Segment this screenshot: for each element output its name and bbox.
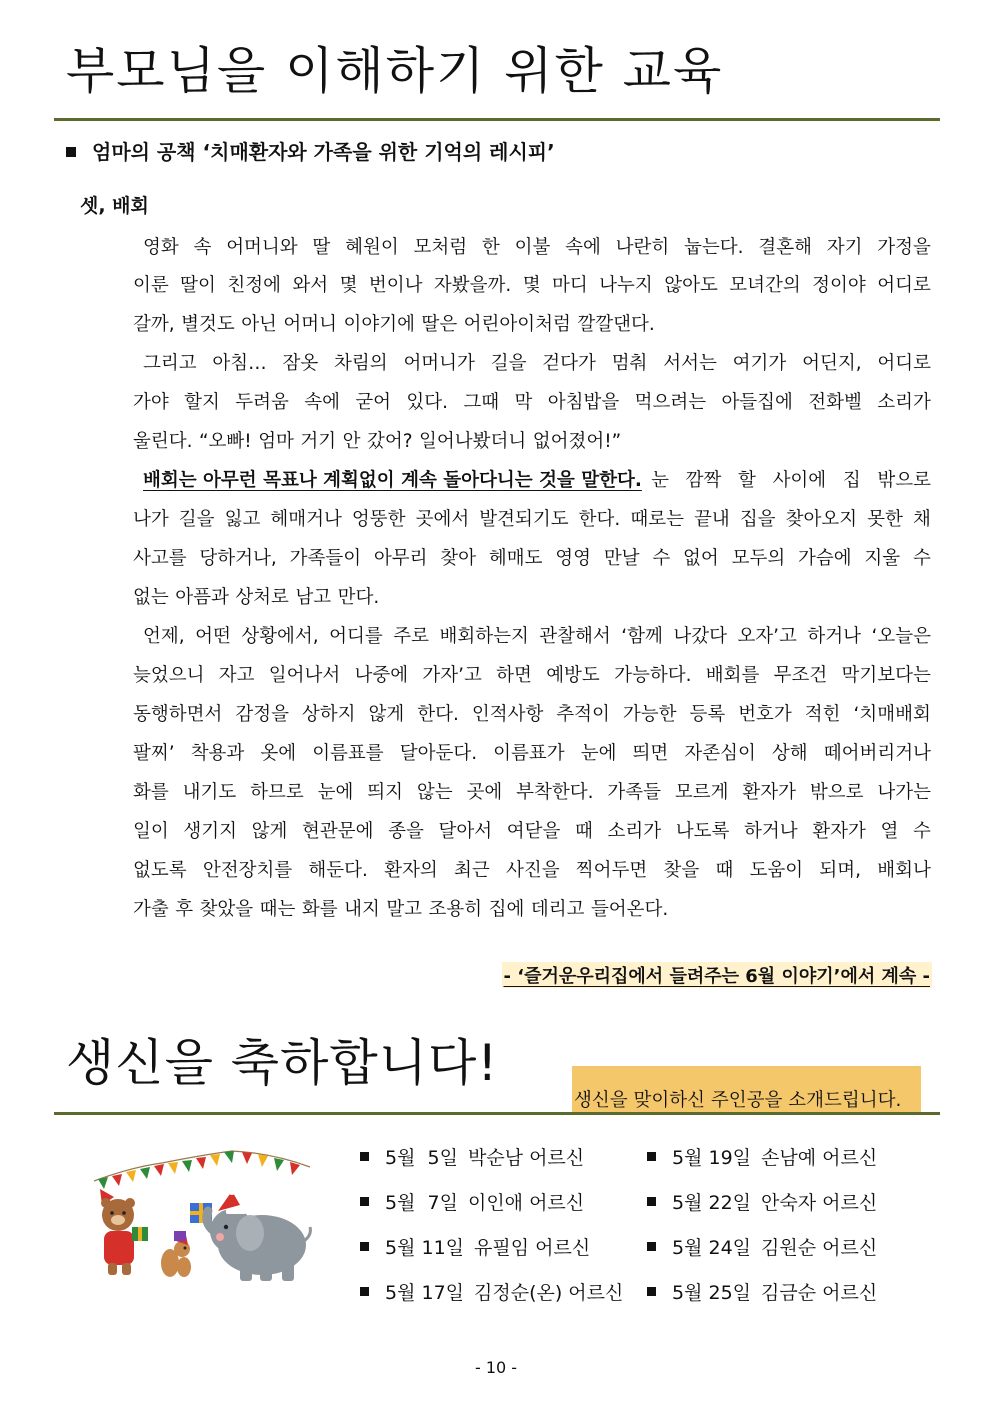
word: 관찰해서 [539, 626, 611, 647]
word: 종을 [388, 821, 424, 842]
section-title-text: 엄마의 공책 ‘치매환자와 가족을 위한 기억의 레시피’ [92, 140, 555, 164]
word: 모두의 [731, 548, 786, 569]
body-line [133, 546, 931, 572]
word: 먹으려는 [634, 392, 707, 413]
word: 길을 [490, 353, 527, 374]
birthday-name: 박순남 어르신 [467, 1147, 585, 1169]
body-line [133, 780, 931, 806]
word: 이야기에 [343, 314, 415, 335]
word: 눕는다. [684, 237, 744, 258]
word: 말고 [386, 899, 423, 920]
word: 이불 [514, 237, 551, 258]
word: 찾을 [663, 860, 700, 881]
word: 막기보다는 [841, 665, 931, 686]
page-number: - 10 - [474, 1358, 518, 1377]
word: 발견되기도 [479, 509, 569, 530]
word: 자기 [826, 237, 863, 258]
body-line [133, 702, 931, 728]
word: 어떤 [195, 626, 231, 647]
word: 가능한 [622, 704, 677, 725]
birthday-name: 이인애 어르신 [467, 1192, 585, 1214]
body-line [133, 429, 931, 455]
word: 그때 [463, 392, 500, 413]
word: 환자가 [812, 821, 866, 842]
word: 일어나서 [268, 665, 341, 686]
word: 하거나 [807, 626, 862, 647]
word: 그리고 [143, 353, 197, 374]
word: 곳에 [466, 782, 503, 803]
body-line [143, 624, 931, 650]
birthday-name: 유필임 어르신 [474, 1237, 591, 1259]
emphasis-text: 배회는 아무런 목표나 계획없이 계속 돌아다니는 것을 말한다. [143, 470, 642, 491]
word: 울린다. [133, 431, 193, 452]
word: 찍어두면 [575, 860, 648, 881]
word: 이룬 [133, 275, 169, 296]
word: 번호가 [738, 704, 792, 725]
body-line [133, 741, 931, 767]
word: 깜짝 [685, 470, 722, 491]
word: 눈에 [580, 743, 617, 764]
word: 되며, [819, 860, 862, 881]
word: 주로 [393, 626, 429, 647]
word: 당하거나, [199, 548, 277, 569]
word: 언제, [143, 626, 185, 647]
party-illustration-icon [92, 1145, 314, 1290]
word: 차림의 [334, 353, 388, 374]
word: 속 [193, 237, 212, 258]
word: 나갔다 [673, 626, 727, 647]
word: 아닌 [241, 314, 277, 335]
word: 아픔과 [175, 587, 229, 608]
title-rule [54, 118, 940, 121]
word: 어린아이처럼 [463, 314, 571, 335]
birthday-name: 손남예 어르신 [761, 1147, 878, 1169]
word: 나란히 [615, 237, 670, 258]
word: 상하지 [301, 704, 356, 725]
word: 있다. [406, 392, 449, 413]
word: 막 [514, 392, 533, 413]
body-line [133, 585, 931, 611]
birthday-date: 5월 22일 [672, 1192, 752, 1214]
word: 눈 [651, 470, 670, 491]
word: 추적이 [556, 704, 610, 725]
word: 어디로 [877, 353, 931, 374]
word: 멈춰 [611, 353, 648, 374]
word: 밖으로 [809, 782, 864, 803]
word: 어디로 [877, 275, 931, 296]
word: 자고 [218, 665, 255, 686]
body-line [133, 390, 931, 416]
word: 가능하다. [614, 665, 692, 686]
word: 모녀간의 [729, 275, 801, 296]
word: 때로는 [630, 509, 684, 530]
word: 혜원이 [345, 237, 399, 258]
word: 나중에 [354, 665, 409, 686]
word: 딸 [312, 237, 331, 258]
birthday-item [647, 1143, 877, 1170]
word: 안 [342, 431, 361, 452]
word: 때 [715, 860, 734, 881]
birthday-item [647, 1278, 877, 1305]
word: 헤매도 [488, 548, 543, 569]
word: 헤매거나 [270, 509, 342, 530]
word: 상처로 [235, 587, 289, 608]
word: 남고 [295, 587, 332, 608]
word: 딸은 [421, 314, 458, 335]
word: 환자가 [742, 782, 796, 803]
word: 찾았을 [199, 899, 254, 920]
word: 전화벨 [808, 392, 862, 413]
square-bullet-icon [360, 1152, 369, 1161]
word: ‘오늘은 [871, 626, 931, 647]
word: 배회나 [877, 860, 931, 881]
birthday-intro: 생신을 맞이하신 주인공을 소개드립니다. [572, 1066, 921, 1112]
birthday-name: 김금순 어르신 [761, 1282, 878, 1304]
birthday-name: 김원순 어르신 [761, 1237, 878, 1259]
square-bullet-icon [360, 1197, 369, 1206]
word: 데리고 [530, 899, 585, 920]
word: 여닫을 [506, 821, 561, 842]
body-line-rest [651, 468, 931, 494]
body-line [133, 663, 931, 689]
word: 하므로 [250, 782, 304, 803]
word: 엉뚱한 [351, 509, 406, 530]
word: 없어졌어!” [532, 431, 622, 452]
word: 내지 [344, 899, 380, 920]
word: 화를 [301, 899, 338, 920]
word: 해둔다. [308, 860, 368, 881]
body-line [133, 507, 931, 533]
word: 마디 [552, 275, 588, 296]
word: 어머니가 [403, 353, 475, 374]
word: 아침밥을 [547, 392, 620, 413]
body-line [133, 858, 931, 884]
word: 사진을 [505, 860, 560, 881]
word: “오빠! [198, 431, 252, 452]
word: 가슴에 [798, 548, 852, 569]
birthday-date: 5월 5일 [385, 1147, 458, 1169]
word: 눈에 [317, 782, 354, 803]
word: 최근 [453, 860, 490, 881]
birthday-title: 생신을 축하합니다! [66, 1034, 499, 1092]
word: 조용히 [428, 899, 483, 920]
word: 갔어? [366, 431, 413, 452]
page-title: 부모님을 이해하기 위한 교육 [66, 42, 724, 100]
word: 가자’고 [422, 665, 482, 686]
word: 동행하면서 [133, 704, 223, 725]
word: 않는 [416, 782, 453, 803]
word: 엄마 [258, 431, 294, 452]
birthday-date: 5월 24일 [672, 1237, 752, 1259]
body-line [133, 819, 931, 845]
word: 없는 [133, 587, 169, 608]
square-bullet-icon [647, 1152, 656, 1161]
word: 영화 [143, 237, 179, 258]
word: 가출 [133, 899, 169, 920]
word: 인적사항 [471, 704, 544, 725]
word: 갈까, [133, 314, 175, 335]
word: 여기가 [732, 353, 787, 374]
word: 할지 [184, 392, 220, 413]
word: 이름표가 [493, 743, 565, 764]
word: 열 [880, 821, 899, 842]
birthday-item [360, 1143, 584, 1170]
word: 배회하는지 [439, 626, 529, 647]
body-line [133, 897, 931, 923]
body-line [133, 273, 931, 299]
birthday-date: 5월 7일 [385, 1192, 458, 1214]
birthday-name: 김정순(온) 어르신 [474, 1282, 624, 1304]
word: 오자’고 [737, 626, 797, 647]
word: 가족들 [607, 782, 661, 803]
word: 찾아오지 [785, 509, 858, 530]
word: 걷다가 [542, 353, 596, 374]
word: 배회를 [705, 665, 760, 686]
sub-title: 셋, 배회 [80, 195, 149, 217]
body-line [133, 312, 931, 338]
word: 현관문에 [302, 821, 374, 842]
word: 만날 [603, 548, 640, 569]
square-bullet-icon [66, 147, 76, 157]
word: 아들집에 [721, 392, 793, 413]
word: 못한 [867, 509, 903, 530]
word: 집 [842, 470, 861, 491]
word: 생기지 [183, 821, 237, 842]
word: 잠옷 [282, 353, 319, 374]
birthday-date: 5월 11일 [385, 1237, 465, 1259]
word: 결혼해 [758, 237, 812, 258]
word: 화를 [133, 782, 169, 803]
word: 없도록 [133, 860, 187, 881]
square-bullet-icon [647, 1197, 656, 1206]
word: 찾아 [440, 548, 477, 569]
word: 착용과 [190, 743, 245, 764]
word: 아무리 [373, 548, 428, 569]
word: 나가 [133, 509, 169, 530]
square-bullet-icon [360, 1287, 369, 1296]
word: 수 [652, 548, 671, 569]
word: 지울 [864, 548, 901, 569]
word: 이름표를 [312, 743, 384, 764]
word: 자봤을까. [433, 275, 512, 296]
word: 할 [738, 470, 756, 491]
word: 번이나 [368, 275, 423, 296]
word: 등록 [689, 704, 726, 725]
birthday-item [647, 1233, 877, 1260]
word: 자존심이 [684, 743, 756, 764]
word: 아침… [212, 353, 267, 374]
word: 않아도 [664, 275, 718, 296]
word: 딸이 [180, 275, 216, 296]
word: 떼어버리거나 [823, 743, 931, 764]
word: 수 [912, 821, 931, 842]
word: 정이야 [812, 275, 866, 296]
word: ‘치매배회 [853, 704, 931, 725]
word: 무조건 [773, 665, 828, 686]
word: 곳에서 [415, 509, 470, 530]
birthday-date: 5월 25일 [672, 1282, 752, 1304]
word: 하면 [496, 665, 532, 686]
birthday-date: 5월 19일 [672, 1147, 752, 1169]
word: 잃고 [224, 509, 261, 530]
word: 어머니 [283, 314, 338, 335]
word: 띄면 [632, 743, 669, 764]
word: 적힌 [804, 704, 841, 725]
word: 모르게 [674, 782, 729, 803]
party-animals-illustration [92, 1145, 314, 1290]
word: 내기도 [182, 782, 237, 803]
word: 일어나봤더니 [419, 431, 527, 452]
word: 한다. [417, 704, 459, 725]
word: 도움이 [749, 860, 804, 881]
word: 속에 [565, 237, 601, 258]
body-line [143, 235, 931, 261]
word: 수 [912, 548, 931, 569]
birthday-item [360, 1278, 623, 1305]
word: 달아둔다. [399, 743, 478, 764]
word: 하거나 [743, 821, 798, 842]
square-bullet-icon [360, 1242, 369, 1251]
word: 없어 [683, 548, 719, 569]
word: 한다. [578, 509, 621, 530]
word: 감정을 [235, 704, 289, 725]
word: 사이에 [772, 470, 827, 491]
word: 어딘지, [802, 353, 862, 374]
word: 일이 [133, 821, 169, 842]
birthday-date: 5월 17일 [385, 1282, 465, 1304]
birthday-name: 안숙자 어르신 [761, 1192, 878, 1214]
body-line-emphasis [143, 468, 931, 494]
word: 들어온다. [590, 899, 669, 920]
word: 길을 [178, 509, 215, 530]
word: 가야 [133, 392, 169, 413]
word: 안전장치를 [202, 860, 293, 881]
birthday-item [360, 1188, 584, 1215]
word: 어디를 [329, 626, 383, 647]
word: 사고를 [133, 548, 187, 569]
word: 어머니와 [226, 237, 298, 258]
birthday-item [647, 1188, 877, 1215]
birthday-rule [54, 1112, 940, 1115]
source-note: - ‘즐거운우리집에서 들려주는 6월 이야기’에서 계속 - [502, 962, 933, 988]
word: 굳어 [355, 392, 392, 413]
body-line [143, 351, 931, 377]
word: 환자의 [384, 860, 438, 881]
word: 가정을 [877, 237, 931, 258]
word: 영영 [555, 548, 592, 569]
word: 끝내 [694, 509, 730, 530]
word: 달아서 [438, 821, 493, 842]
word: 속에 [304, 392, 340, 413]
word: ‘함께 [621, 626, 663, 647]
word: 부착한다. [516, 782, 594, 803]
square-bullet-icon [647, 1287, 656, 1296]
word: 가족들이 [289, 548, 362, 569]
word: 상해 [771, 743, 808, 764]
word: 팔찌’ [133, 743, 175, 764]
word: 친정에 [227, 275, 281, 296]
section-title [66, 136, 555, 165]
word: 두려움 [235, 392, 289, 413]
word: 상황에서, [241, 626, 319, 647]
word: 만다. [337, 587, 380, 608]
word: 띄지 [367, 782, 403, 803]
word: 별것도 [181, 314, 235, 335]
word: 소리가 [607, 821, 662, 842]
word: 때 [574, 821, 593, 842]
word: 나누지 [599, 275, 653, 296]
word: 늦었으니 [133, 665, 205, 686]
word: 몇 [339, 275, 358, 296]
word: 소리가 [877, 392, 931, 413]
word: 밖으로 [877, 470, 931, 491]
word: 한 [481, 237, 500, 258]
word: 옷에 [260, 743, 297, 764]
word: 나도록 [675, 821, 730, 842]
word: 와서 [292, 275, 329, 296]
word: 깔깔댄다. [577, 314, 655, 335]
word: 예방도 [546, 665, 600, 686]
word: 않게 [251, 821, 288, 842]
word: 집에 [488, 899, 525, 920]
word: 나가는 [877, 782, 931, 803]
word: 않게 [368, 704, 405, 725]
word: 거기 [300, 431, 337, 452]
word: 몇 [522, 275, 541, 296]
word: 채 [912, 509, 931, 530]
word: 후 [175, 899, 194, 920]
birthday-item [360, 1233, 590, 1260]
word: 서서는 [663, 353, 717, 374]
word: 때는 [259, 899, 296, 920]
word: 모처럼 [413, 237, 468, 258]
square-bullet-icon [647, 1242, 656, 1251]
word: 집을 [739, 509, 776, 530]
